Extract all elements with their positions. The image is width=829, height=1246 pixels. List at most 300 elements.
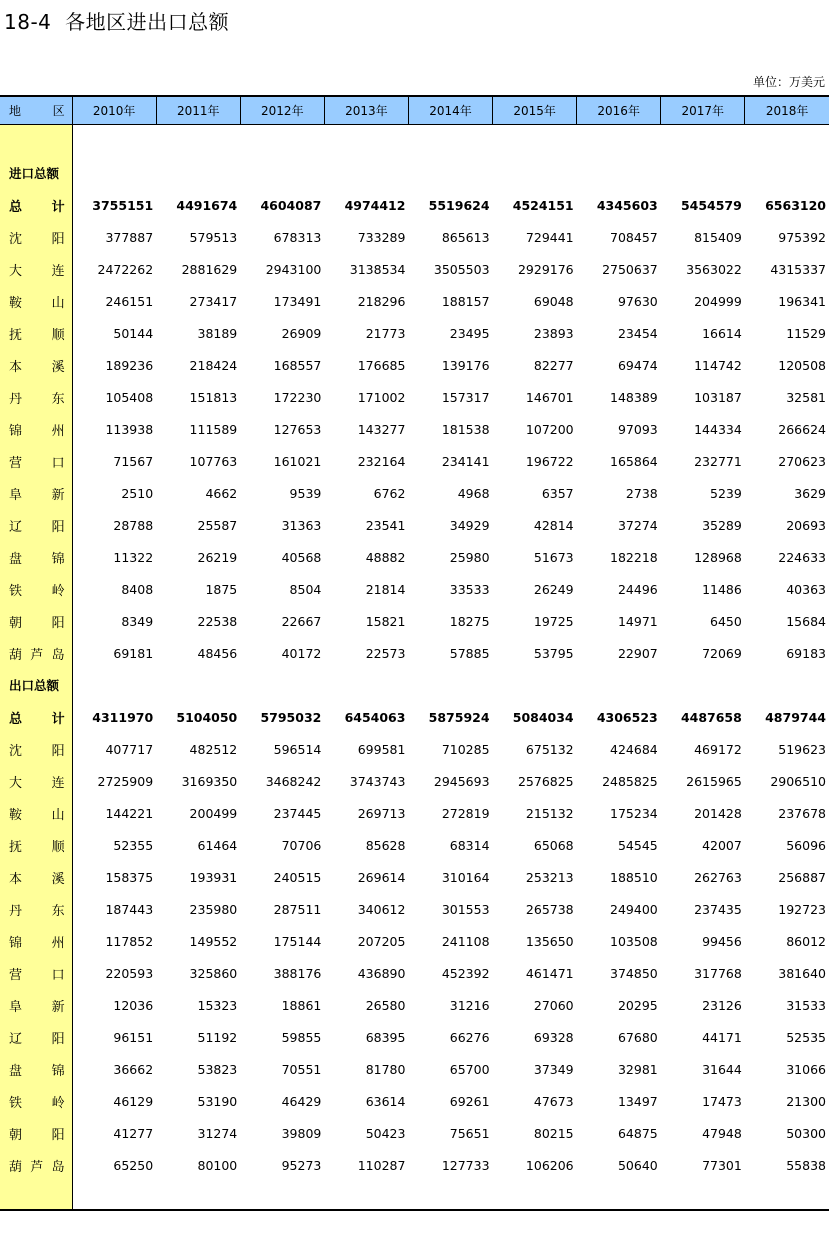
value-cell: 16614 xyxy=(702,325,742,341)
value-cell: 55838 xyxy=(786,1157,826,1173)
value-cell: 61464 xyxy=(197,837,238,853)
bottom-row xyxy=(0,1181,829,1210)
row-label xyxy=(0,125,72,158)
value-cell: 253213 xyxy=(525,869,574,885)
region-name: 营 口 xyxy=(0,957,72,989)
value-cell: 32981 xyxy=(617,1061,658,1077)
value-cell: 249400 xyxy=(610,901,658,917)
value-cell: 5239 xyxy=(710,485,742,501)
value-cell: 42007 xyxy=(702,837,742,853)
value-cell: 2576825 xyxy=(517,773,574,789)
value-cell: 50144 xyxy=(113,325,154,341)
value-cell: 31363 xyxy=(281,517,322,533)
value-cell: 6454063 xyxy=(344,709,406,725)
value-cell: 240515 xyxy=(273,869,322,885)
value-cell: 340612 xyxy=(357,901,406,917)
value-cell: 18275 xyxy=(449,613,490,629)
value-cell: 4306523 xyxy=(596,709,658,725)
table-row xyxy=(0,701,829,733)
value-cell: 3629 xyxy=(794,485,826,501)
value-cell: 2945693 xyxy=(433,773,490,789)
table-cell xyxy=(408,1181,492,1210)
value-cell: 4491674 xyxy=(176,197,238,213)
region-name: 盘 锦 xyxy=(0,541,72,573)
table-row xyxy=(0,829,829,861)
value-cell: 68395 xyxy=(365,1029,406,1045)
value-cell: 41277 xyxy=(113,1125,154,1141)
value-cell: 325860 xyxy=(189,965,238,981)
value-cell: 13497 xyxy=(617,1093,658,1109)
value-cell: 25980 xyxy=(449,549,490,565)
value-cell: 377887 xyxy=(105,229,154,245)
value-cell: 265738 xyxy=(525,901,574,917)
value-cell: 38189 xyxy=(197,325,238,341)
value-cell: 143277 xyxy=(357,421,406,437)
value-cell: 2725909 xyxy=(97,773,154,789)
value-cell: 69261 xyxy=(449,1093,490,1109)
value-cell: 40568 xyxy=(281,549,322,565)
value-cell: 4524151 xyxy=(512,197,574,213)
table-cell xyxy=(240,125,324,158)
value-cell: 23541 xyxy=(365,517,406,533)
value-cell: 188510 xyxy=(610,869,658,885)
value-cell: 53795 xyxy=(533,645,574,661)
value-cell: 149552 xyxy=(189,933,238,949)
table-row xyxy=(0,477,829,509)
value-cell: 35289 xyxy=(702,517,742,533)
value-cell: 86012 xyxy=(786,933,826,949)
value-cell: 2485825 xyxy=(602,773,658,789)
value-cell: 207205 xyxy=(357,933,406,949)
value-cell: 106206 xyxy=(525,1157,574,1173)
value-cell: 33533 xyxy=(449,581,490,597)
value-cell: 22538 xyxy=(197,613,238,629)
value-cell: 270623 xyxy=(778,453,826,469)
value-cell: 381640 xyxy=(778,965,826,981)
value-cell: 144334 xyxy=(694,421,742,437)
table-row xyxy=(0,1085,829,1117)
value-cell: 158375 xyxy=(105,869,154,885)
value-cell: 75651 xyxy=(449,1125,490,1141)
value-cell: 193931 xyxy=(189,869,238,885)
table-cell xyxy=(745,669,829,701)
value-cell: 235980 xyxy=(189,901,238,917)
table-row xyxy=(0,1021,829,1053)
value-cell: 189236 xyxy=(105,357,154,373)
header-year: 2018年 xyxy=(745,96,829,125)
table-cell xyxy=(324,1181,408,1210)
value-cell: 5454579 xyxy=(680,197,742,213)
value-cell: 48456 xyxy=(197,645,238,661)
value-cell: 22667 xyxy=(281,613,322,629)
value-cell: 111589 xyxy=(189,421,238,437)
table-body xyxy=(0,125,829,1211)
value-cell: 8408 xyxy=(121,581,154,597)
value-cell: 105408 xyxy=(105,389,154,405)
table-row xyxy=(0,605,829,637)
value-cell: 31066 xyxy=(786,1061,826,1077)
region-name: 本 溪 xyxy=(0,349,72,381)
value-cell: 2906510 xyxy=(770,773,826,789)
value-cell: 110287 xyxy=(357,1157,406,1173)
value-cell: 461471 xyxy=(525,965,574,981)
value-cell: 25587 xyxy=(197,517,238,533)
value-cell: 22907 xyxy=(617,645,658,661)
value-cell: 23126 xyxy=(702,997,742,1013)
value-cell: 175234 xyxy=(610,805,658,821)
value-cell: 52355 xyxy=(113,837,154,853)
region-name: 辽 阳 xyxy=(0,509,72,541)
region-name: 大 连 xyxy=(0,253,72,285)
table-cell xyxy=(493,125,577,158)
value-cell: 27060 xyxy=(533,997,574,1013)
value-cell: 69181 xyxy=(113,645,154,661)
value-cell: 53823 xyxy=(197,1061,238,1077)
value-cell: 519623 xyxy=(778,741,826,757)
table-row xyxy=(0,925,829,957)
value-cell: 15323 xyxy=(197,997,238,1013)
value-cell: 20295 xyxy=(617,997,658,1013)
region-name: 沈 阳 xyxy=(0,733,72,765)
value-cell: 215132 xyxy=(525,805,574,821)
table-cell xyxy=(408,157,492,189)
trade-table xyxy=(0,95,829,1211)
header-year: 2011年 xyxy=(156,96,240,125)
value-cell: 11529 xyxy=(786,325,826,341)
table-row xyxy=(0,189,829,221)
value-cell: 66276 xyxy=(449,1029,490,1045)
header-year: 2016年 xyxy=(577,96,661,125)
export-section-label: 出口总额 xyxy=(0,669,72,701)
value-cell: 157317 xyxy=(441,389,490,405)
value-cell: 196341 xyxy=(778,293,826,309)
value-cell: 22573 xyxy=(365,645,406,661)
value-cell: 8349 xyxy=(121,613,154,629)
region-name: 辽 阳 xyxy=(0,1021,72,1053)
value-cell: 72069 xyxy=(702,645,742,661)
value-cell: 407717 xyxy=(105,741,154,757)
header-year: 2017年 xyxy=(661,96,745,125)
value-cell: 67680 xyxy=(617,1029,658,1045)
value-cell: 237445 xyxy=(273,805,322,821)
value-cell: 21814 xyxy=(365,581,406,597)
value-cell: 4487658 xyxy=(680,709,742,725)
region-name: 锦 州 xyxy=(0,413,72,445)
value-cell: 2738 xyxy=(625,485,658,501)
value-cell: 6357 xyxy=(541,485,574,501)
value-cell: 246151 xyxy=(105,293,154,309)
value-cell: 424684 xyxy=(610,741,658,757)
value-cell: 3468242 xyxy=(265,773,322,789)
table-cell xyxy=(156,157,240,189)
value-cell: 469172 xyxy=(694,741,742,757)
header-year: 2015年 xyxy=(493,96,577,125)
value-cell: 99456 xyxy=(702,933,742,949)
value-cell: 272819 xyxy=(441,805,490,821)
region-name: 本 溪 xyxy=(0,861,72,893)
value-cell: 234141 xyxy=(441,453,490,469)
import-section-label: 进口总额 xyxy=(0,157,72,189)
region-name: 铁 岭 xyxy=(0,573,72,605)
table-row xyxy=(0,541,829,573)
value-cell: 8504 xyxy=(289,581,322,597)
table-cell xyxy=(72,125,156,158)
value-cell: 3505503 xyxy=(433,261,490,277)
value-cell: 31644 xyxy=(702,1061,742,1077)
value-cell: 237435 xyxy=(694,901,742,917)
value-cell: 729441 xyxy=(525,229,574,245)
value-cell: 82277 xyxy=(533,357,574,373)
region-name: 抚 顺 xyxy=(0,829,72,861)
value-cell: 310164 xyxy=(441,869,490,885)
value-cell: 52535 xyxy=(786,1029,826,1045)
table-row xyxy=(0,285,829,317)
value-cell: 710285 xyxy=(441,741,490,757)
value-cell: 237678 xyxy=(778,805,826,821)
value-cell: 161021 xyxy=(273,453,322,469)
table-cell xyxy=(240,1181,324,1210)
table-row xyxy=(0,221,829,253)
value-cell: 42814 xyxy=(533,517,574,533)
value-cell: 182218 xyxy=(610,549,658,565)
value-cell: 40363 xyxy=(786,581,826,597)
value-cell: 54545 xyxy=(617,837,658,853)
table-row xyxy=(0,317,829,349)
value-cell: 15821 xyxy=(365,613,406,629)
table-row xyxy=(0,1117,829,1149)
row-label xyxy=(0,1181,72,1210)
value-cell: 65068 xyxy=(533,837,574,853)
value-cell: 26219 xyxy=(197,549,238,565)
import-section-row xyxy=(0,157,829,189)
value-cell: 31533 xyxy=(786,997,826,1013)
value-cell: 48882 xyxy=(365,549,406,565)
value-cell: 146701 xyxy=(525,389,574,405)
value-cell: 975392 xyxy=(778,229,826,245)
value-cell: 20693 xyxy=(786,517,826,533)
value-cell: 4974412 xyxy=(344,197,406,213)
value-cell: 14971 xyxy=(617,613,658,629)
table-row xyxy=(0,573,829,605)
value-cell: 59855 xyxy=(281,1029,322,1045)
table-row xyxy=(0,1053,829,1085)
value-cell: 64875 xyxy=(617,1125,658,1141)
value-cell: 50300 xyxy=(786,1125,826,1141)
value-cell: 96151 xyxy=(113,1029,154,1045)
region-name: 营 口 xyxy=(0,445,72,477)
value-cell: 5084034 xyxy=(512,709,574,725)
value-cell: 37349 xyxy=(533,1061,574,1077)
value-cell: 81780 xyxy=(365,1061,406,1077)
value-cell: 173491 xyxy=(273,293,322,309)
value-cell: 80215 xyxy=(533,1125,574,1141)
value-cell: 3138534 xyxy=(349,261,406,277)
value-cell: 5104050 xyxy=(176,709,238,725)
table-row xyxy=(0,957,829,989)
table-cell xyxy=(661,1181,745,1210)
value-cell: 266624 xyxy=(778,421,826,437)
table-cell xyxy=(661,157,745,189)
value-cell: 4968 xyxy=(457,485,490,501)
table-cell xyxy=(408,125,492,158)
value-cell: 47673 xyxy=(533,1093,574,1109)
value-cell: 2881629 xyxy=(181,261,238,277)
value-cell: 6563120 xyxy=(765,197,826,213)
value-cell: 12036 xyxy=(113,997,154,1013)
value-cell: 151813 xyxy=(189,389,238,405)
value-cell: 127733 xyxy=(441,1157,490,1173)
table-cell xyxy=(745,157,829,189)
value-cell: 31216 xyxy=(449,997,490,1013)
value-cell: 865613 xyxy=(441,229,490,245)
value-cell: 65700 xyxy=(449,1061,490,1077)
value-cell: 69474 xyxy=(617,357,658,373)
value-cell: 65250 xyxy=(113,1157,154,1173)
value-cell: 188157 xyxy=(441,293,490,309)
value-cell: 68314 xyxy=(449,837,490,853)
page-title: 18-4 各地区进出口总额 xyxy=(4,10,230,34)
value-cell: 172230 xyxy=(273,389,322,405)
value-cell: 37274 xyxy=(617,517,658,533)
value-cell: 262763 xyxy=(694,869,742,885)
value-cell: 23893 xyxy=(533,325,574,341)
value-cell: 69328 xyxy=(533,1029,574,1045)
region-name: 总 计 xyxy=(0,189,72,221)
table-row xyxy=(0,253,829,285)
table-row xyxy=(0,797,829,829)
table-row xyxy=(0,445,829,477)
table-row xyxy=(0,733,829,765)
table-cell xyxy=(72,1181,156,1210)
value-cell: 301553 xyxy=(441,901,490,917)
value-cell: 51673 xyxy=(533,549,574,565)
value-cell: 187443 xyxy=(105,901,154,917)
value-cell: 699581 xyxy=(357,741,406,757)
value-cell: 56096 xyxy=(786,837,826,853)
value-cell: 6450 xyxy=(710,613,742,629)
value-cell: 436890 xyxy=(357,965,406,981)
header-row xyxy=(0,96,829,125)
value-cell: 317768 xyxy=(694,965,742,981)
value-cell: 5875924 xyxy=(428,709,490,725)
region-name: 盘 锦 xyxy=(0,1053,72,1085)
value-cell: 120508 xyxy=(778,357,826,373)
value-cell: 15684 xyxy=(786,613,826,629)
value-cell: 224633 xyxy=(778,549,826,565)
region-name: 葫芦岛 xyxy=(0,1149,72,1181)
value-cell: 50640 xyxy=(617,1157,658,1173)
value-cell: 218424 xyxy=(189,357,238,373)
value-cell: 2943100 xyxy=(265,261,322,277)
table-cell xyxy=(240,669,324,701)
value-cell: 201428 xyxy=(694,805,742,821)
value-cell: 17473 xyxy=(702,1093,742,1109)
table-row xyxy=(0,1149,829,1181)
value-cell: 127653 xyxy=(273,421,322,437)
value-cell: 26909 xyxy=(281,325,322,341)
value-cell: 196722 xyxy=(525,453,574,469)
table-cell xyxy=(493,157,577,189)
table-cell xyxy=(156,669,240,701)
value-cell: 11486 xyxy=(702,581,742,597)
value-cell: 4315337 xyxy=(770,261,826,277)
value-cell: 103508 xyxy=(610,933,658,949)
value-cell: 4662 xyxy=(205,485,238,501)
value-cell: 273417 xyxy=(189,293,238,309)
region-name: 鞍 山 xyxy=(0,285,72,317)
value-cell: 69048 xyxy=(533,293,574,309)
value-cell: 168557 xyxy=(273,357,322,373)
value-cell: 2510 xyxy=(121,485,154,501)
value-cell: 21300 xyxy=(786,1093,826,1109)
table-row xyxy=(0,765,829,797)
value-cell: 4311970 xyxy=(92,709,154,725)
table-cell xyxy=(493,1181,577,1210)
value-cell: 63614 xyxy=(365,1093,406,1109)
value-cell: 204999 xyxy=(694,293,742,309)
region-name: 锦 州 xyxy=(0,925,72,957)
value-cell: 374850 xyxy=(610,965,658,981)
table-cell xyxy=(577,1181,661,1210)
table-cell xyxy=(324,669,408,701)
value-cell: 71567 xyxy=(113,453,154,469)
value-cell: 144221 xyxy=(105,805,154,821)
value-cell: 6762 xyxy=(373,485,406,501)
table-row xyxy=(0,893,829,925)
value-cell: 85628 xyxy=(365,837,406,853)
value-cell: 3743743 xyxy=(349,773,406,789)
value-cell: 452392 xyxy=(441,965,490,981)
value-cell: 192723 xyxy=(778,901,826,917)
table-row xyxy=(0,861,829,893)
value-cell: 2615965 xyxy=(686,773,742,789)
value-cell: 44171 xyxy=(702,1029,742,1045)
region-name: 朝 阳 xyxy=(0,605,72,637)
region-name: 丹 东 xyxy=(0,381,72,413)
value-cell: 28788 xyxy=(113,517,154,533)
value-cell: 175144 xyxy=(273,933,322,949)
value-cell: 103187 xyxy=(694,389,742,405)
value-cell: 171002 xyxy=(357,389,406,405)
value-cell: 18861 xyxy=(281,997,322,1013)
value-cell: 269614 xyxy=(357,869,406,885)
value-cell: 19725 xyxy=(533,613,574,629)
table-row xyxy=(0,349,829,381)
value-cell: 3755151 xyxy=(92,197,154,213)
value-cell: 5519624 xyxy=(428,197,490,213)
export-section-row xyxy=(0,669,829,701)
table-cell xyxy=(577,669,661,701)
table-cell xyxy=(493,669,577,701)
table-cell xyxy=(72,669,156,701)
value-cell: 23454 xyxy=(617,325,658,341)
value-cell: 24496 xyxy=(617,581,658,597)
value-cell: 53190 xyxy=(197,1093,238,1109)
value-cell: 388176 xyxy=(273,965,322,981)
table-row xyxy=(0,381,829,413)
value-cell: 181538 xyxy=(441,421,490,437)
header-year: 2010年 xyxy=(72,96,156,125)
table-row xyxy=(0,509,829,541)
header-region: 地 区 xyxy=(0,96,72,125)
value-cell: 36662 xyxy=(113,1061,154,1077)
value-cell: 256887 xyxy=(778,869,826,885)
table-cell xyxy=(661,669,745,701)
value-cell: 50423 xyxy=(365,1125,406,1141)
value-cell: 232164 xyxy=(357,453,406,469)
value-cell: 117852 xyxy=(105,933,154,949)
value-cell: 26580 xyxy=(365,997,406,1013)
